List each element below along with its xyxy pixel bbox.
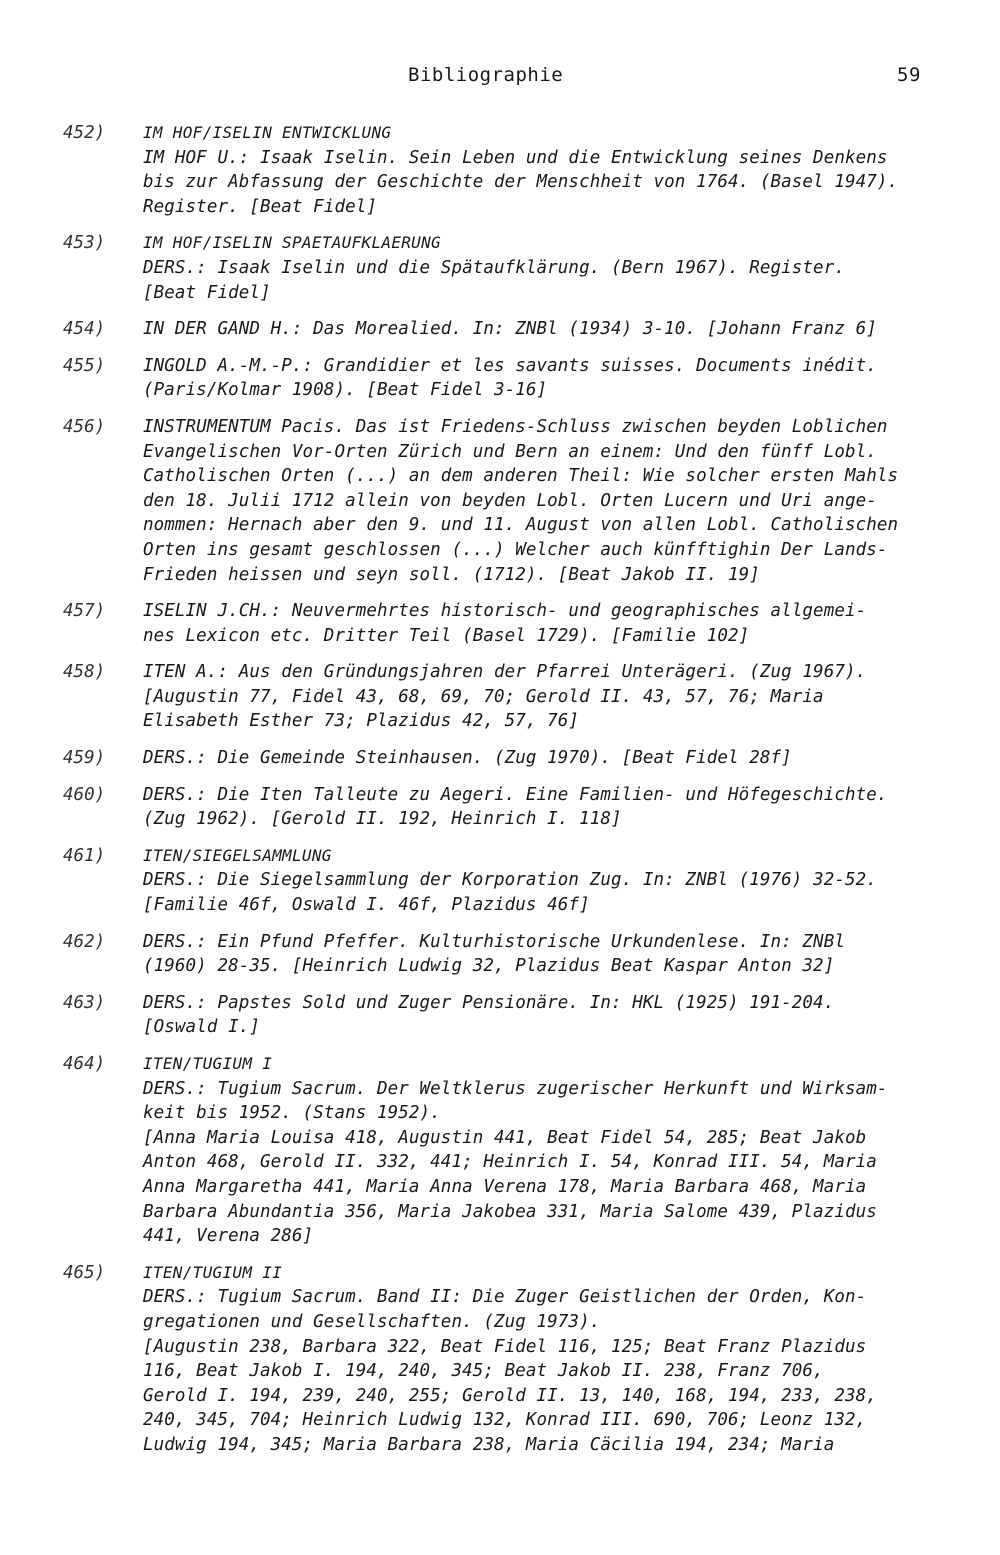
bibliography-entry (0, 415, 1000, 587)
entry-line: (Paris/Kolmar 1908). [Beat Fidel 3-16] (143, 380, 548, 401)
entry-number: 456) (63, 416, 106, 437)
entry-line: [Oswald I.] (143, 1017, 260, 1038)
entry-line: ITEN A.: Aus den Gründungsjahren der Pfarrei Unterägeri. (Zug 1967). (143, 662, 867, 683)
entry-line: Register. [Beat Fidel] (143, 196, 377, 217)
entry-line: keit bis 1952. (Stans 1952). (143, 1103, 441, 1124)
entry-line: Orten ins gesamt geschlossen (...) Welcher auch künfftighin Der Lands- (143, 539, 888, 560)
entry-line: den 18. Julii 1712 allein von beyden Lobl. Orten Lucern und Uri ange- (143, 490, 877, 511)
entry-keyword: ITEN/SIEGELSAMMLUNG (143, 845, 332, 865)
entry-line: Evangelischen Vor-Orten Zürich und Bern an einem: Und den fünff Lobl. (143, 441, 877, 462)
entry-number: 458) (63, 662, 106, 683)
entry-number: 461) (63, 845, 106, 866)
entry-line: DERS.: Die Iten Talleute zu Aegeri. Eine Familien- und Höfegeschichte. (143, 784, 888, 805)
entry-line: DERS.: Tugium Sacrum. Band II: Die Zuger Geistlichen der Orden, Kon- (143, 1287, 867, 1308)
bibliography-entry (0, 121, 1000, 219)
entry-number: 464) (63, 1054, 106, 1074)
page-header (0, 64, 1000, 92)
entry-line: IM HOF U.: Isaak Iselin. Sein Leben und die Entwicklung seines Denkens (143, 147, 888, 168)
entry-number: 452) (63, 123, 106, 143)
bibliography-entry (0, 746, 1000, 771)
entry-line: 240, 345, 704; Heinrich Ludwig 132, Konrad III. 690, 706; Leonz 132, (143, 1410, 867, 1431)
entry-number: 454) (63, 319, 106, 340)
entry-line: (1960) 28-35. [Heinrich Ludwig 32, Plazidus Beat Kaspar Anton 32] (143, 956, 835, 977)
entry-line: Elisabeth Esther 73; Plazidus 42, 57, 76] (143, 711, 580, 732)
page-title: Bibliographie (408, 64, 564, 86)
entry-text (143, 599, 958, 648)
entry-text (143, 121, 958, 219)
entry-number: 462) (63, 931, 106, 952)
entry-line: ISELIN J.CH.: Neuvermehrtes historisch- und geographisches allgemei- (143, 601, 867, 622)
entry-line: INGOLD A.-M.-P.: Grandidier et les savants suisses. Documents inédit. (143, 355, 877, 376)
entry-line: DERS.: Tugium Sacrum. Der Weltklerus zugerischer Herkunft und Wirksam- (143, 1078, 888, 1099)
bibliography-entry (0, 317, 1000, 342)
entry-text (143, 746, 958, 771)
entry-line: INSTRUMENTUM Pacis. Das ist Friedens-Schluss zwischen beyden Loblichen (143, 416, 888, 437)
entry-keyword: IM HOF/ISELIN ENTWICKLUNG (143, 123, 392, 142)
entry-line: 116, Beat Jakob I. 194, 240, 345; Beat Jakob II. 238, Franz 706, (143, 1361, 824, 1382)
entry-text (143, 783, 958, 832)
entry-line: [Augustin 77, Fidel 43, 68, 69, 70; Gerold II. 43, 57, 76; Maria (143, 686, 824, 707)
entry-line: Catholischen Orten (...) an dem anderen Theil: Wie solcher ersten Mahls (143, 466, 899, 487)
entry-number: 460) (63, 784, 106, 805)
entry-line: DERS.: Ein Pfund Pfeffer. Kulturhistorische Urkundenlese. In: ZNBl (143, 931, 845, 952)
entry-line: Ludwig 194, 345; Maria Barbara 238, Maria Cäcilia 194, 234; Maria (143, 1434, 835, 1455)
entry-line: DERS.: Die Siegelsammlung der Korporation Zug. In: ZNBl (1976) 32-52. (143, 870, 877, 891)
entry-line: (Zug 1962). [Gerold II. 192, Heinrich I. 118] (143, 809, 622, 830)
entry-line: DERS.: Isaak Iselin und die Spätaufklärung. (Bern 1967). Register. (143, 257, 845, 278)
entry-line: gregationen und Gesellschaften. (Zug 1973). (143, 1311, 601, 1332)
entry-keyword: ITEN/TUGIUM I (143, 1054, 273, 1073)
bibliography-entry (0, 231, 1000, 305)
entry-line: Anton 468, Gerold II. 332, 441; Heinrich I. 54, Konrad III. 54, Maria (143, 1152, 877, 1173)
entry-text (143, 354, 958, 403)
entry-line: [Beat Fidel] (143, 282, 271, 303)
entry-number: 455) (63, 355, 106, 376)
entry-text (143, 991, 958, 1040)
bibliography-entry (0, 599, 1000, 648)
entry-line: [Familie 46f, Oswald I. 46f, Plazidus 46f] (143, 895, 590, 916)
entry-line: nes Lexicon etc. Dritter Teil (Basel 1729). [Familie 102] (143, 625, 750, 646)
entry-line: DERS.: Die Gemeinde Steinhausen. (Zug 1970). [Beat Fidel 28f] (143, 748, 792, 769)
entry-number: 463) (63, 992, 106, 1013)
entry-line: Barbara Abundantia 356, Maria Jakobea 331, Maria Salome 439, Plazidus (143, 1201, 877, 1222)
bibliography-entry (0, 1052, 1000, 1249)
entry-number: 453) (63, 233, 106, 254)
entry-line: [Augustin 238, Barbara 322, Beat Fidel 116, 125; Beat Franz Plazidus (143, 1336, 867, 1357)
entry-text (143, 317, 958, 342)
entry-line: [Anna Maria Louisa 418, Augustin 441, Beat Fidel 54, 285; Beat Jakob (143, 1127, 867, 1148)
bibliography-entry (0, 844, 1000, 918)
bibliography-entry (0, 1261, 1000, 1458)
entry-line: Anna Margaretha 441, Maria Anna Verena 178, Maria Barbara 468, Maria (143, 1176, 867, 1197)
entry-line: Gerold I. 194, 239, 240, 255; Gerold II. 13, 140, 168, 194, 233, 238, (143, 1385, 877, 1406)
entry-text (143, 1261, 958, 1458)
bibliography-entry (0, 783, 1000, 832)
entry-text (143, 415, 958, 587)
entry-text (143, 930, 958, 979)
entry-text (143, 1052, 958, 1249)
entry-number: 459) (63, 748, 106, 769)
entry-line: bis zur Abfassung der Geschichte der Menschheit von 1764. (Basel 1947). (143, 172, 899, 193)
entry-line: IN DER GAND H.: Das Morealied. In: ZNBl (1934) 3-10. [Johann Franz 6] (143, 319, 877, 340)
entry-line: DERS.: Papstes Sold und Zuger Pensionäre. In: HKL (1925) 191-204. (143, 992, 835, 1013)
bibliography-entry (0, 354, 1000, 403)
bibliography-list (0, 121, 1000, 1470)
entry-line: Frieden heissen und seyn soll. (1712). [Beat Jakob II. 19] (143, 564, 760, 585)
entry-keyword: IM HOF/ISELIN SPAETAUFKLAERUNG (143, 233, 441, 253)
entry-text (143, 844, 958, 918)
entry-line: nommen: Hernach aber den 9. und 11. August von allen Lobl. Catholischen (143, 515, 899, 536)
page-number: 59 (897, 64, 921, 86)
entry-text (143, 660, 958, 734)
entry-number: 457) (63, 601, 106, 622)
bibliography-entry (0, 930, 1000, 979)
entry-number: 465) (63, 1262, 106, 1283)
entry-line: 441, Verena 286] (143, 1226, 314, 1247)
bibliography-entry (0, 660, 1000, 734)
entry-text (143, 231, 958, 305)
bibliography-entry (0, 991, 1000, 1040)
entry-keyword: ITEN/TUGIUM II (143, 1262, 283, 1282)
